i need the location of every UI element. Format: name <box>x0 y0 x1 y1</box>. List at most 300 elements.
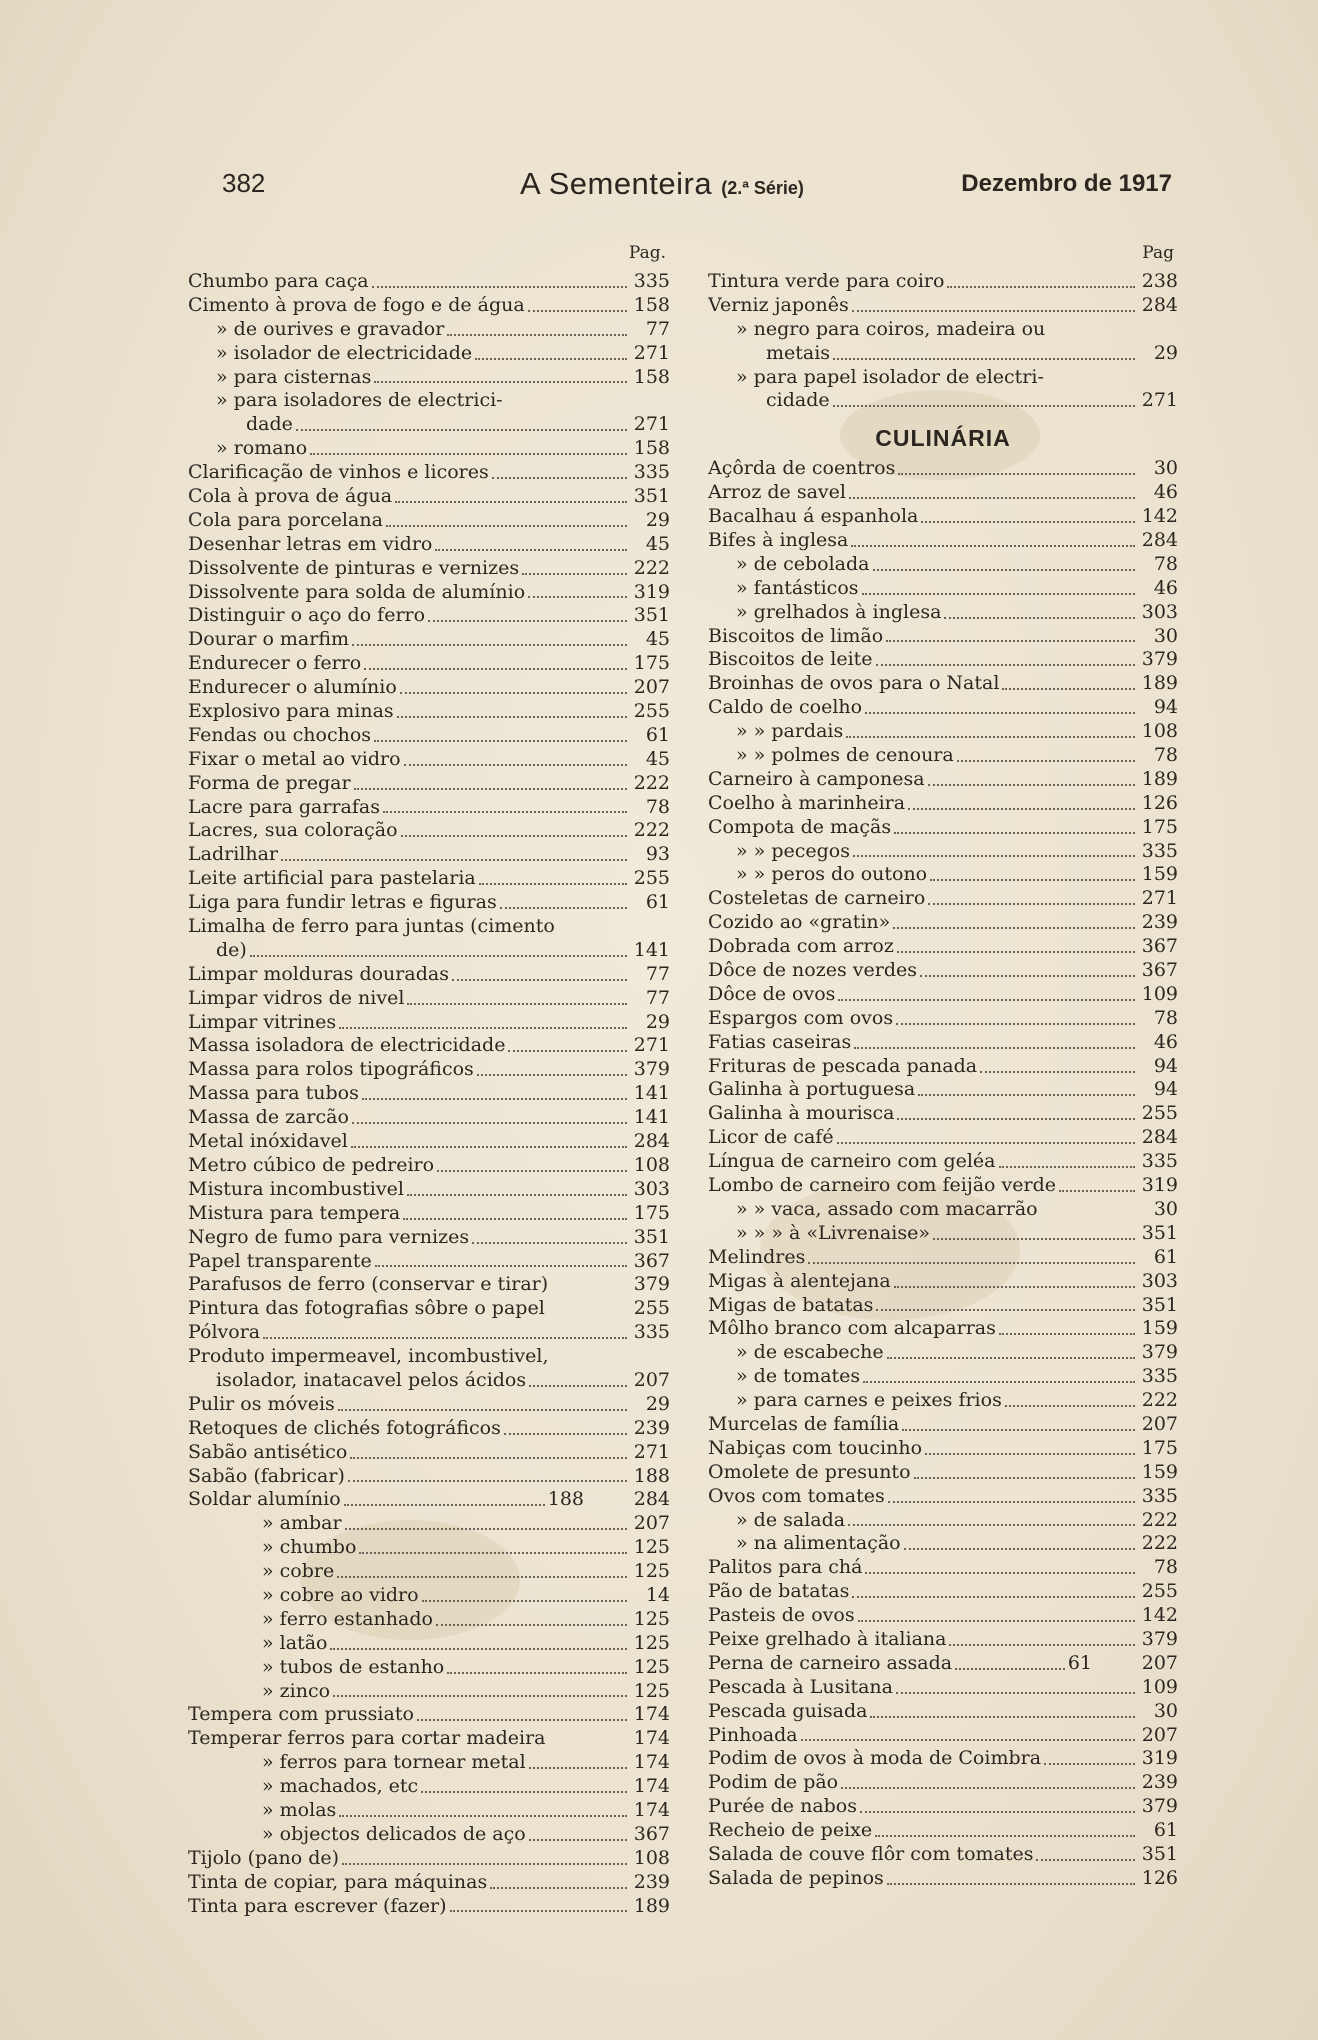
entry-page: 30 <box>1153 624 1178 647</box>
section-title-culinaria: CULINÁRIA <box>875 425 1011 452</box>
entry-page: 45 <box>645 747 670 770</box>
entry-title: Verniz japonês <box>708 293 849 316</box>
page-header <box>222 168 1172 212</box>
index-entry <box>188 1632 670 1656</box>
index-entry <box>708 1771 1178 1795</box>
entry-title: cidade <box>766 389 830 412</box>
entry-title: » cobre <box>262 1560 335 1583</box>
leader-dots <box>887 1883 1135 1885</box>
entry-title: Perna de carneiro assada <box>708 1651 953 1674</box>
leader-dots <box>841 1787 1135 1789</box>
entry-title: » tubos de estanho <box>262 1655 445 1678</box>
leader-dots <box>853 855 1135 857</box>
leader-dots <box>999 1166 1135 1168</box>
entry-title: » de ourives e gravador <box>216 317 445 340</box>
entry-title: Tempera com prussiato <box>188 1703 414 1726</box>
entry-title: de) <box>216 938 247 961</box>
index-column-right <box>708 243 1178 1891</box>
index-entry <box>708 672 1178 696</box>
leader-dots <box>898 473 1135 475</box>
entry-page: 77 <box>645 317 670 340</box>
entry-title: » zinco <box>262 1679 331 1702</box>
entry-title: Tijolo (pano de) <box>188 1846 340 1869</box>
entry-page: 45 <box>645 532 670 555</box>
index-entry <box>188 628 670 652</box>
entry-page: 175 <box>1141 1436 1178 1459</box>
leader-dots <box>477 1074 627 1076</box>
index-entry <box>708 1102 1178 1126</box>
entry-title: » ambar <box>262 1512 342 1535</box>
entry-title: » latão <box>262 1631 328 1654</box>
index-entry <box>188 1512 670 1536</box>
entry-title: Arroz de savel <box>708 481 846 504</box>
entry-page: 207 <box>633 1368 670 1391</box>
index-entry <box>708 696 1178 720</box>
leader-dots <box>359 1552 627 1554</box>
leader-dots <box>492 477 627 479</box>
entry-title: » » peros do outono <box>736 863 928 886</box>
leader-dots <box>947 286 1135 288</box>
entry-title: Dôce de ovos <box>708 982 836 1005</box>
entry-page: 284 <box>1141 529 1178 551</box>
entry-page: 255 <box>633 700 670 723</box>
page-number: 382 <box>222 168 266 198</box>
entry-page: 351 <box>1141 1843 1178 1865</box>
index-list-culinaria <box>708 457 1178 1890</box>
index-entry <box>188 1823 670 1847</box>
leader-dots <box>281 859 627 861</box>
index-entry <box>188 1321 670 1345</box>
entry-page: 335 <box>633 461 670 484</box>
entry-page: 319 <box>1141 1747 1178 1770</box>
leader-dots <box>921 521 1135 523</box>
entry-title: Negro de fumo para vernizes <box>188 1225 470 1248</box>
leader-dots <box>404 764 627 766</box>
entry-page: 239 <box>1141 911 1178 934</box>
entry-title: Pão de batatas <box>708 1580 850 1603</box>
index-entry <box>188 437 670 461</box>
index-entry <box>708 1437 1178 1461</box>
entry-page: 379 <box>1141 1627 1178 1650</box>
leader-dots <box>801 1739 1135 1741</box>
entry-page: 159 <box>1141 863 1178 886</box>
entry-page: 367 <box>1141 959 1178 982</box>
leader-dots <box>1044 1763 1135 1765</box>
entry-title: » ferros para tornear metal <box>262 1751 526 1774</box>
leader-dots <box>858 1620 1135 1622</box>
entry-title: » na alimentação <box>736 1532 901 1555</box>
index-entry <box>708 863 1178 887</box>
entry-title: Frituras de pescada panada <box>708 1054 978 1077</box>
entry-title: Carneiro à camponesa <box>708 767 925 790</box>
leader-dots <box>452 979 627 981</box>
index-entry <box>188 604 670 628</box>
entry-title: Podim de pão <box>708 1771 839 1794</box>
entry-page: 335 <box>1141 1484 1178 1507</box>
leader-dots <box>403 1218 627 1220</box>
index-entry <box>708 318 1178 342</box>
entry-title: Bacalhau á espanhola <box>708 505 919 528</box>
entry-page: 367 <box>633 1249 670 1272</box>
entry-title: Melindres <box>708 1245 806 1268</box>
entry-page: 189 <box>1141 672 1178 695</box>
entry-title: Produto impermeavel, incombustivel, <box>188 1345 549 1368</box>
entry-title: » objectos delicados de aço <box>262 1822 526 1845</box>
entry-title: metais <box>766 341 831 364</box>
leader-dots <box>490 1887 627 1889</box>
entry-page: 271 <box>633 1034 670 1057</box>
index-list <box>708 270 1178 413</box>
index-entry <box>188 1250 670 1274</box>
entry-page: 335 <box>1141 1150 1178 1173</box>
entry-title: » » » à «Livrenaise» <box>736 1221 930 1244</box>
leader-dots <box>417 1719 627 1721</box>
index-entry <box>708 553 1178 577</box>
index-entry <box>708 1055 1178 1079</box>
entry-page: 271 <box>633 341 670 364</box>
entry-title: Explosivo para minas <box>188 700 394 723</box>
leader-dots <box>1036 1859 1135 1861</box>
publication-title <box>520 166 804 202</box>
entry-title: Mistura incombustivel <box>188 1177 404 1200</box>
entry-title: » romano <box>216 437 308 460</box>
entry-title: Biscoitos de leite <box>708 648 873 671</box>
entry-page: 335 <box>1141 839 1178 862</box>
leader-dots <box>337 1576 627 1578</box>
entry-title: Dissolvente de pinturas e vernizes <box>188 556 520 579</box>
index-entry <box>188 676 670 700</box>
index-entry <box>188 1393 670 1417</box>
leader-dots <box>1059 1190 1135 1192</box>
entry-title: » de tomates <box>736 1365 861 1388</box>
leader-dots <box>395 501 627 503</box>
entry-page: 207 <box>1141 1723 1178 1746</box>
entry-page: 351 <box>633 604 670 627</box>
entry-title: Migas à alentejana <box>708 1269 891 1292</box>
entry-page: 379 <box>633 1058 670 1081</box>
entry-page: 207 <box>633 1512 670 1535</box>
leader-dots <box>928 784 1135 786</box>
index-entry <box>708 1795 1178 1819</box>
index-entry <box>188 1703 670 1727</box>
entry-page: 78 <box>1153 1556 1178 1579</box>
entry-title: Purée de nabos <box>708 1795 857 1818</box>
leader-dots <box>447 334 627 336</box>
entry-page: 284 <box>1141 1126 1178 1149</box>
leader-dots <box>479 883 627 885</box>
leader-dots <box>914 1477 1135 1479</box>
entry-page: 271 <box>1141 389 1178 412</box>
leader-dots <box>345 1528 627 1530</box>
index-entry <box>708 1532 1178 1556</box>
index-entry <box>188 939 670 963</box>
index-entry <box>708 294 1178 318</box>
entry-title: Murcelas de família <box>708 1412 900 1435</box>
entry-page: 125 <box>633 1679 670 1702</box>
index-entry <box>708 816 1178 840</box>
index-entry <box>188 700 670 724</box>
leader-dots <box>888 1501 1135 1503</box>
entry-page: 271 <box>633 1440 670 1463</box>
leader-dots <box>860 1811 1135 1813</box>
leader-dots <box>887 1357 1135 1359</box>
index-entry <box>188 1656 670 1680</box>
entry-title: Limpar molduras douradas <box>188 962 449 985</box>
entry-page: 222 <box>633 771 670 794</box>
index-entry <box>188 1608 670 1632</box>
entry-page: 141 <box>633 1106 670 1129</box>
index-entry <box>708 1174 1178 1198</box>
entry-page: 255 <box>1141 1580 1178 1603</box>
entry-page: 351 <box>1141 1293 1178 1316</box>
entry-page: 78 <box>1153 744 1178 767</box>
leader-dots <box>870 1716 1135 1718</box>
entry-page: 174 <box>633 1799 670 1821</box>
entry-title: Papel transparente <box>188 1249 372 1272</box>
entry-page: 126 <box>1141 791 1178 814</box>
entry-page: 174 <box>633 1775 670 1798</box>
index-entry <box>188 366 670 390</box>
entry-title: » grelhados à inglesa <box>736 600 942 623</box>
index-entry <box>188 1130 670 1154</box>
leader-dots <box>529 1767 627 1769</box>
leader-dots <box>421 1791 627 1793</box>
entry-page: 303 <box>633 1177 670 1200</box>
entry-page: 379 <box>1141 1341 1178 1364</box>
leader-dots <box>949 1644 1135 1646</box>
leader-dots <box>338 1409 627 1411</box>
index-entry <box>188 509 670 533</box>
index-entry <box>708 1246 1178 1270</box>
leader-dots <box>933 1238 1135 1240</box>
index-entry <box>708 1031 1178 1055</box>
leader-dots <box>955 1668 1065 1670</box>
index-entry <box>708 1676 1178 1700</box>
entry-page: 188 <box>633 1464 670 1487</box>
leader-dots <box>908 808 1135 810</box>
entry-page: 303 <box>1141 1269 1178 1292</box>
leader-dots <box>375 1265 627 1267</box>
index-entry <box>188 1011 670 1035</box>
index-entry <box>708 1652 1178 1676</box>
leader-dots <box>352 1122 627 1124</box>
entry-page: 46 <box>1153 481 1178 504</box>
index-entry <box>188 485 670 509</box>
index-entry <box>708 1843 1178 1867</box>
entry-page: 379 <box>1141 648 1178 671</box>
index-entry <box>708 1126 1178 1150</box>
entry-page: 175 <box>633 1201 670 1224</box>
leader-dots <box>894 1286 1135 1288</box>
entry-title: » fantásticos <box>736 576 859 599</box>
entry-title: Pólvora <box>188 1321 261 1344</box>
leader-dots <box>472 1242 627 1244</box>
entry-page: 367 <box>633 1822 670 1845</box>
entry-page: 335 <box>1141 1365 1178 1388</box>
index-entry <box>188 987 670 1011</box>
index-entry <box>708 1604 1178 1628</box>
entry-page: 29 <box>645 1010 670 1033</box>
index-entry <box>188 1441 670 1465</box>
leader-dots <box>838 999 1135 1001</box>
entry-page: 174 <box>633 1727 670 1750</box>
index-entry <box>188 1775 670 1799</box>
leader-dots <box>529 1385 627 1387</box>
index-entry <box>188 1895 670 1919</box>
entry-title: Lacre para garrafas <box>188 795 380 818</box>
entry-title: Dourar o marfim <box>188 628 350 651</box>
entry-title: Ladrilhar <box>188 843 278 866</box>
entry-title: » cobre ao vidro <box>262 1583 419 1606</box>
leader-dots <box>851 545 1135 547</box>
leader-dots <box>475 358 627 360</box>
entry-page: 14 <box>645 1583 670 1606</box>
index-entry <box>188 724 670 748</box>
entry-title: Clarificação de vinhos e licores <box>188 461 489 484</box>
entry-title: Cola à prova de água <box>188 485 393 507</box>
entry-title: Costeletas de carneiro <box>708 887 926 910</box>
leader-dots <box>354 788 627 790</box>
index-entry <box>188 1727 670 1751</box>
entry-title: Endurecer o alumínio <box>188 676 397 699</box>
entry-title: » de escabeche <box>736 1341 884 1364</box>
entry-page: 142 <box>1141 505 1178 528</box>
entry-title: Galinha à mourisca <box>708 1102 895 1125</box>
index-entry <box>708 389 1178 413</box>
entry-page: 108 <box>633 1153 670 1176</box>
index-entry <box>708 1150 1178 1174</box>
index-entry <box>708 1317 1178 1341</box>
pag-column-header: Pag <box>1142 243 1174 263</box>
leader-dots <box>339 1027 627 1029</box>
leader-dots <box>333 1695 627 1697</box>
leader-dots <box>876 664 1135 666</box>
entry-title: Fatias caseiras <box>708 1030 852 1053</box>
leader-dots <box>928 903 1135 905</box>
entry-title: Dobrada com arroz <box>708 935 894 958</box>
index-entry <box>188 652 670 676</box>
entry-page: 367 <box>1141 935 1178 958</box>
leader-dots <box>330 1648 627 1650</box>
entry-title: » de cebolada <box>736 552 870 575</box>
leader-dots <box>897 1118 1135 1120</box>
leader-dots <box>372 286 627 288</box>
entry-title: Cozido ao «gratin» <box>708 911 891 934</box>
entry-page: 189 <box>633 1894 670 1917</box>
leader-dots <box>863 1381 1135 1383</box>
leader-dots <box>500 907 627 909</box>
index-entry <box>708 792 1178 816</box>
leader-dots <box>528 596 627 598</box>
entry-page: 141 <box>633 1082 670 1105</box>
leader-dots <box>386 525 627 527</box>
entry-page: 239 <box>1141 1771 1178 1794</box>
entry-title: Pintura das fotografias sôbre o papel <box>188 1297 545 1320</box>
entry-title: Massa isoladora de electricidade <box>188 1034 506 1057</box>
index-entry <box>188 294 670 318</box>
leader-dots <box>522 573 627 575</box>
entry-page: 29 <box>645 1392 670 1415</box>
leader-dots <box>504 1433 627 1435</box>
entry-page: 78 <box>1153 552 1178 575</box>
entry-title: Chumbo para caça <box>188 270 369 292</box>
leader-dots <box>362 1098 627 1100</box>
index-entry <box>188 1847 670 1871</box>
entry-page: 109 <box>1141 1675 1178 1698</box>
index-entry <box>708 342 1178 366</box>
leader-dots <box>339 1815 627 1817</box>
entry-title: Dissolvente para solda de alumínio <box>188 580 526 603</box>
entry-title: Salada de couve flôr com tomates <box>708 1843 1034 1865</box>
entry-page: 108 <box>633 1846 670 1869</box>
entry-page: 78 <box>645 795 670 818</box>
entry-title: » para papel isolador de electri- <box>736 365 1044 388</box>
entry-title: Môlho branco com alcaparras <box>708 1317 996 1340</box>
index-entry <box>708 840 1178 864</box>
pag-column-header: Pag. <box>628 243 666 263</box>
entry-page: 222 <box>633 819 670 842</box>
index-entry <box>708 1485 1178 1509</box>
entry-title: Espargos com ovos <box>708 1006 894 1029</box>
leader-dots <box>957 760 1135 762</box>
index-entry <box>708 366 1178 390</box>
leader-dots <box>450 1910 627 1912</box>
index-entry <box>188 1751 670 1775</box>
index-entry <box>188 1560 670 1584</box>
entry-page: 319 <box>1141 1174 1178 1197</box>
entry-title: Massa para rolos tipográficos <box>188 1058 474 1081</box>
entry-title: Metal inóxidavel <box>188 1130 348 1153</box>
leader-dots <box>833 405 1135 407</box>
entry-title: Soldar alumínio <box>188 1488 341 1511</box>
entry-page: 351 <box>1141 1221 1178 1244</box>
entry-title: Migas de batatas <box>708 1293 874 1316</box>
entry-page: 222 <box>1141 1508 1178 1531</box>
leader-dots <box>296 429 627 431</box>
entry-title: Limalha de ferro para juntas (cimento <box>188 915 555 938</box>
leader-dots <box>348 1480 627 1482</box>
index-entry <box>708 887 1178 911</box>
entry-title: Licor de café <box>708 1126 834 1149</box>
leader-dots <box>848 1524 1135 1526</box>
index-entry <box>188 796 670 820</box>
leader-dots <box>407 1003 627 1005</box>
index-entry <box>708 720 1178 744</box>
entry-page: 141 <box>633 938 670 961</box>
entry-title: » de salada <box>736 1508 846 1531</box>
leader-dots <box>849 497 1135 499</box>
leader-dots <box>854 1047 1135 1049</box>
entry-title: Desenhar letras em vidro <box>188 532 433 555</box>
index-entry <box>188 1226 670 1250</box>
index-entry <box>188 533 670 557</box>
index-entry <box>708 529 1178 553</box>
leader-dots <box>342 1863 627 1865</box>
leader-dots <box>407 1194 627 1196</box>
entry-page: 174 <box>633 1751 670 1774</box>
leader-dots <box>944 617 1135 619</box>
entry-page: 30 <box>1153 1197 1178 1220</box>
leader-dots <box>436 1624 627 1626</box>
entry-page: 159 <box>1141 1317 1178 1340</box>
index-entry <box>188 772 670 796</box>
entry-page: 108 <box>1141 720 1178 743</box>
entry-title: Endurecer o ferro <box>188 652 362 675</box>
entry-title: » para isoladores de electrici- <box>216 389 503 412</box>
index-entry <box>708 648 1178 672</box>
entry-page: 77 <box>645 962 670 985</box>
entry-title: Temperar ferros para cortar madeira <box>188 1727 546 1750</box>
